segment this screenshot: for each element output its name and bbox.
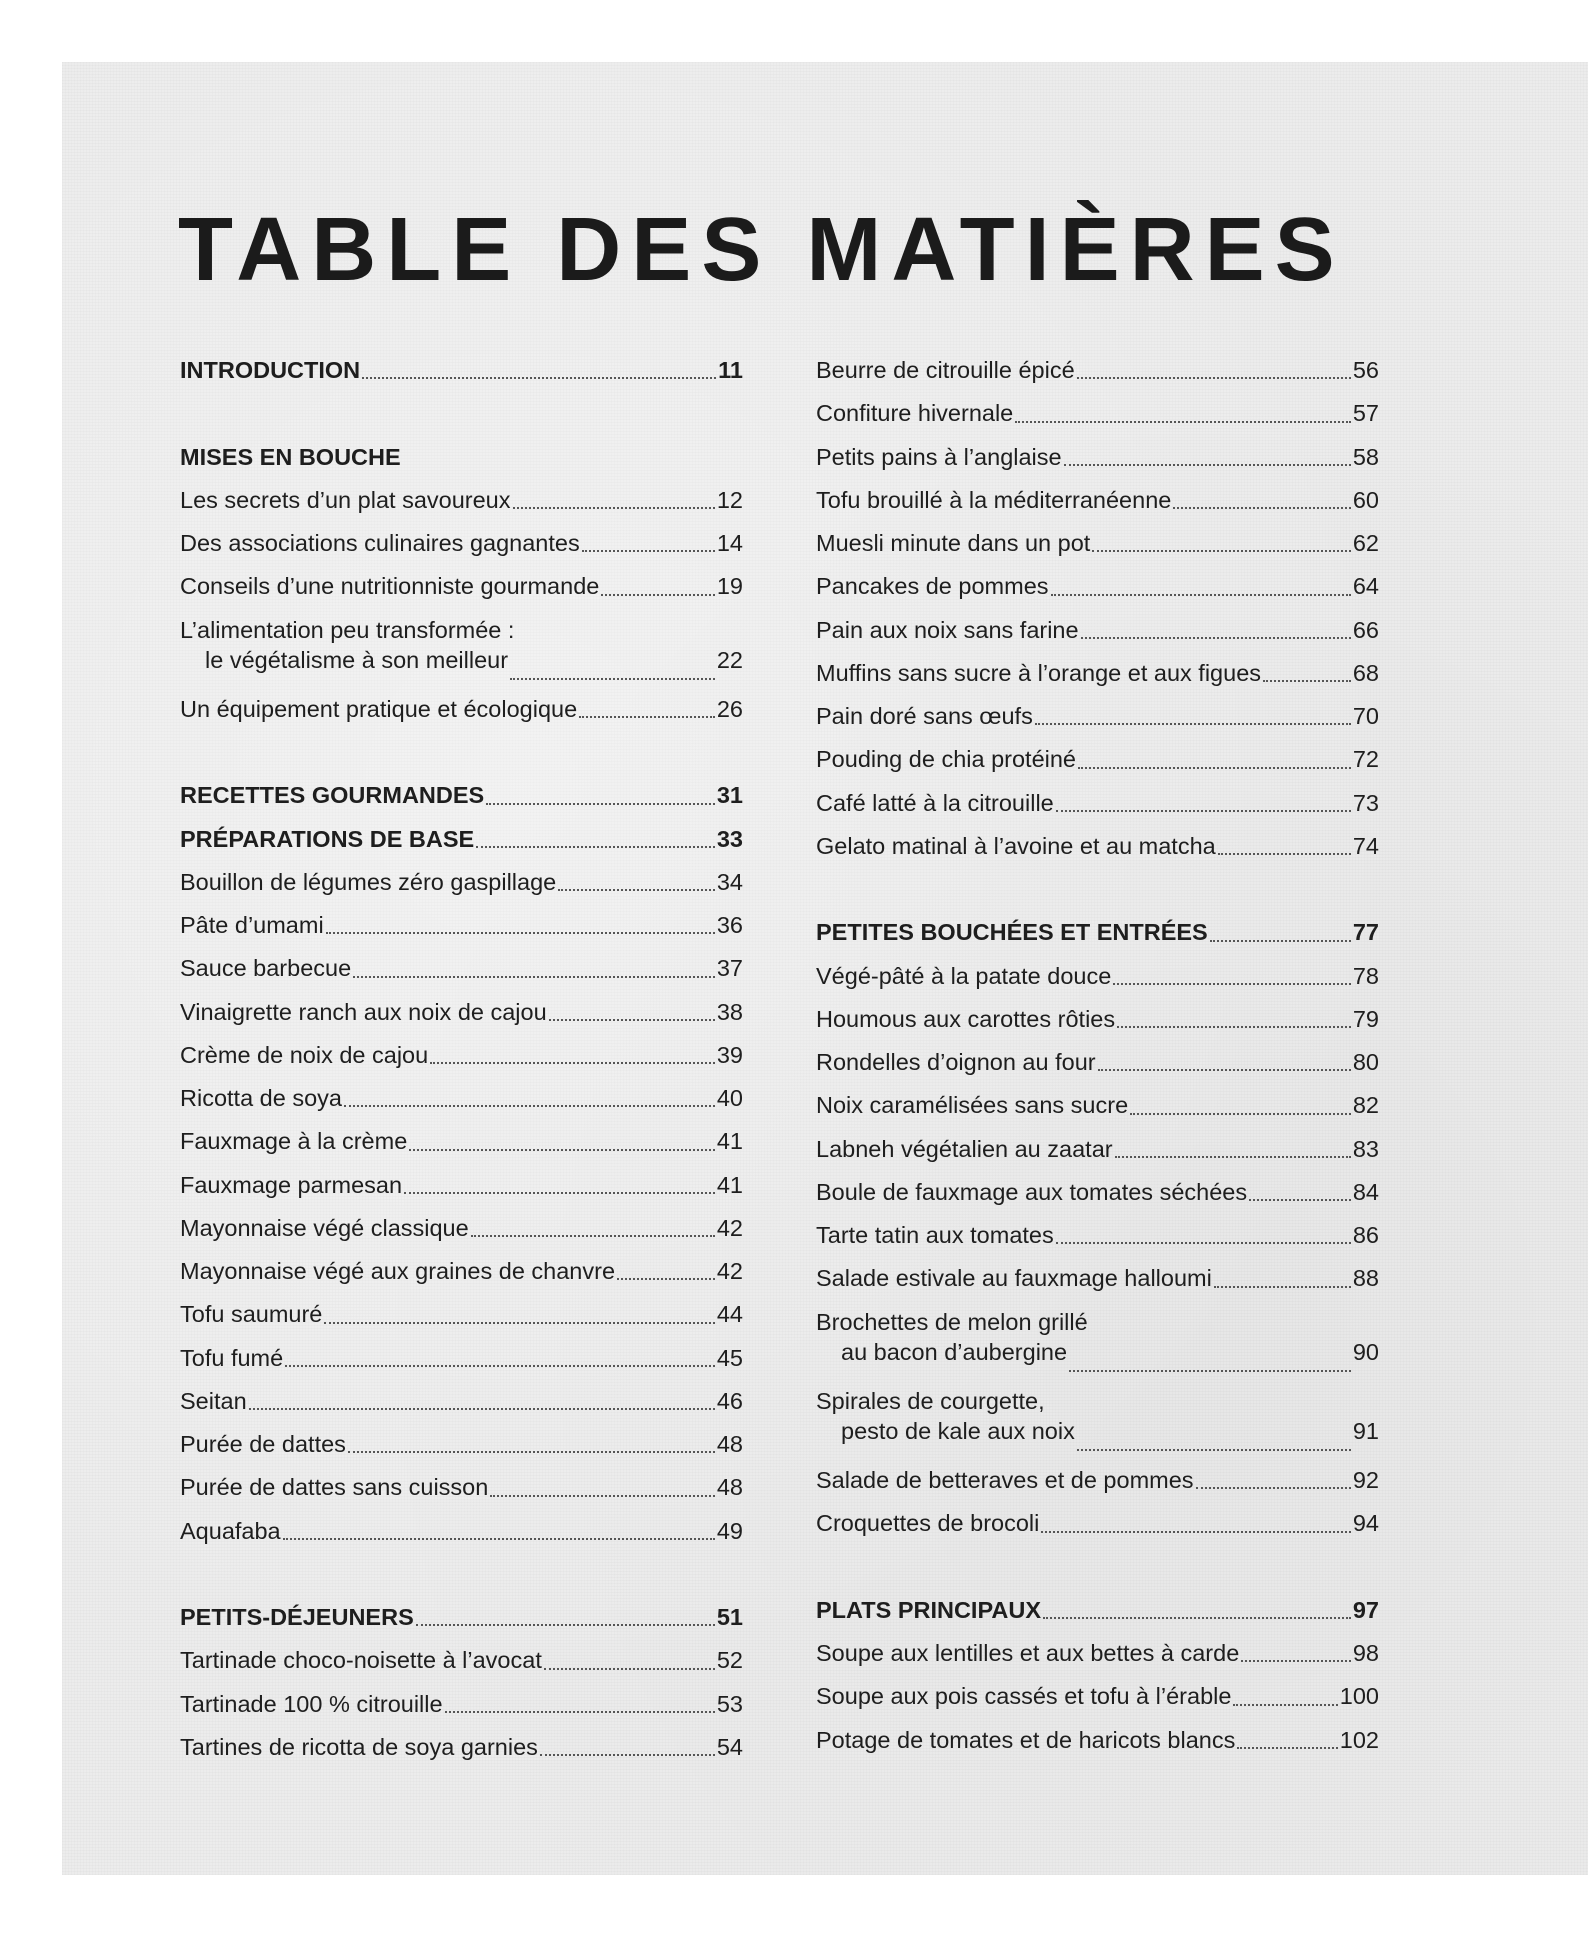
- dot-leader: [1069, 1370, 1351, 1372]
- toc-entry-label: Mayonnaise végé classique: [180, 1214, 469, 1241]
- toc-entry[interactable]: [180, 1466, 743, 1509]
- toc-page-number: 102: [1339, 1726, 1379, 1753]
- dot-leader: [1056, 1242, 1351, 1244]
- toc-page-number: 54: [716, 1733, 743, 1760]
- toc-page-number: 73: [1352, 789, 1379, 816]
- toc-page-number: 92: [1352, 1467, 1379, 1493]
- dot-leader: [1241, 1660, 1351, 1662]
- toc-page-number: 53: [716, 1690, 743, 1717]
- toc-entry-label: Rondelles d’oignon au four: [816, 1049, 1096, 1075]
- page-title: TABLE DES MATIÈRES: [178, 200, 1345, 300]
- toc-entry-label: Des associations culinaires gagnantes: [180, 530, 580, 556]
- toc-page-number: 48: [716, 1431, 743, 1457]
- toc-page-number: 40: [716, 1085, 743, 1111]
- dot-leader: [326, 932, 715, 934]
- dot-leader: [344, 1105, 715, 1107]
- toc-entry[interactable]: [816, 1171, 1379, 1214]
- toc-entry[interactable]: [816, 955, 1379, 998]
- dot-leader: [1092, 550, 1351, 552]
- section-spacer: [180, 731, 743, 774]
- dot-leader: [285, 1365, 715, 1367]
- toc-entry-label: Conseils d’une nutritionniste gourmande: [180, 573, 600, 600]
- toc-entry-label: RECETTES GOURMANDES: [180, 782, 485, 809]
- dot-leader: [430, 1062, 715, 1064]
- toc-page-number: 88: [1352, 1265, 1379, 1292]
- toc-entry-label: Crème de noix de cajou: [180, 1041, 429, 1068]
- toc-entry[interactable]: [180, 565, 743, 608]
- toc-entry-label: au bacon d’aubergine: [841, 1338, 1068, 1365]
- dot-leader: [1015, 421, 1351, 423]
- toc-entry-label: Café latté à la citrouille: [816, 789, 1054, 816]
- toc-entry[interactable]: [816, 392, 1379, 435]
- dot-leader: [1051, 594, 1351, 596]
- toc-section-heading[interactable]: [180, 436, 743, 479]
- toc-page-number: 62: [1352, 530, 1379, 556]
- toc-page-number: 38: [716, 998, 743, 1025]
- dot-leader: [1041, 1531, 1350, 1533]
- toc-entry[interactable]: [816, 738, 1379, 781]
- toc-entry-label: Confiture hivernale: [816, 400, 1014, 427]
- toc-page-number: 41: [716, 1171, 743, 1198]
- toc-page-number: 45: [716, 1344, 743, 1371]
- toc-entry-label: Purée de dattes sans cuisson: [180, 1474, 489, 1501]
- dot-leader: [582, 550, 715, 552]
- toc-entry[interactable]: [180, 1164, 743, 1207]
- dot-leader: [544, 1668, 715, 1670]
- toc-entry-label: Beurre de citrouille épicé: [816, 357, 1075, 383]
- dot-leader: [1237, 1747, 1337, 1749]
- toc-entry[interactable]: [816, 1632, 1379, 1675]
- toc-page-number: 26: [716, 695, 743, 722]
- dot-leader: [348, 1451, 715, 1453]
- toc-entry-label: pesto de kale aux noix: [841, 1417, 1075, 1444]
- toc-entry-label: Un équipement pratique et écologique: [180, 695, 578, 722]
- toc-entry-label: Houmous aux carottes rôties: [816, 1005, 1116, 1032]
- toc-entry[interactable]: [816, 1214, 1379, 1257]
- dot-leader: [1115, 1156, 1351, 1158]
- toc-entry-label: Pancakes de pommes: [816, 573, 1049, 600]
- toc-section-heading[interactable]: [180, 818, 743, 861]
- toc-entry-label: Tofu fumé: [180, 1344, 284, 1371]
- toc-page-number: 51: [716, 1604, 743, 1630]
- toc-entry-label: Végé-pâté à la patate douce: [816, 962, 1112, 989]
- toc-entry-label: Noix caramélisées sans sucre: [816, 1092, 1129, 1119]
- toc-page-number: 11: [718, 357, 743, 383]
- toc-page-number: 70: [1352, 703, 1379, 729]
- toc-entry[interactable]: [816, 652, 1379, 695]
- toc-page-number: 19: [716, 573, 743, 600]
- toc-entry[interactable]: [816, 609, 1379, 652]
- toc-entry-label: PETITES BOUCHÉES ET ENTRÉES: [816, 919, 1208, 946]
- toc-entry[interactable]: [180, 1250, 743, 1293]
- toc-entry[interactable]: [180, 947, 743, 990]
- dot-leader: [601, 594, 715, 596]
- toc-entry[interactable]: [180, 1207, 743, 1250]
- toc-page-number: 90: [1352, 1338, 1379, 1365]
- dot-leader: [510, 678, 715, 680]
- toc-entry-continuation[interactable]: [816, 1337, 1379, 1380]
- toc-entry-label: Muesli minute dans un pot: [816, 530, 1091, 556]
- toc-page-number: 52: [716, 1647, 743, 1674]
- toc-entry[interactable]: [180, 991, 743, 1034]
- toc-entry-label: Tofu brouillé à la méditerranéenne: [816, 486, 1172, 513]
- dot-leader: [1117, 1026, 1351, 1028]
- toc-page-number: 86: [1352, 1222, 1379, 1248]
- dot-leader: [324, 1322, 714, 1324]
- toc-entry-label: Potage de tomates et de haricots blancs: [816, 1726, 1236, 1753]
- toc-page-number: 98: [1352, 1640, 1379, 1666]
- toc-page-number: 74: [1352, 832, 1379, 859]
- toc-right-column: [816, 349, 1379, 1762]
- toc-entry-label: Tartinade 100 % citrouille: [180, 1690, 443, 1717]
- dot-leader: [445, 1711, 715, 1713]
- toc-section-heading[interactable]: [816, 911, 1379, 954]
- toc-page-number: 84: [1352, 1178, 1379, 1205]
- toc-page-number: 22: [716, 646, 743, 673]
- toc-entry[interactable]: [180, 1423, 743, 1466]
- toc-entry-label: Aquafaba: [180, 1517, 281, 1544]
- toc-entry[interactable]: [180, 1034, 743, 1077]
- toc-entry-label: Fauxmage parmesan: [180, 1171, 403, 1198]
- toc-page-number: 83: [1352, 1135, 1379, 1162]
- toc-entry[interactable]: [180, 1077, 743, 1120]
- toc-entry-label: Pâte d’umami: [180, 912, 324, 938]
- toc-entry-label: Ricotta de soya: [180, 1085, 342, 1111]
- toc-entry-label: Boule de fauxmage aux tomates séchées: [816, 1178, 1248, 1205]
- toc-page-number: 44: [716, 1301, 743, 1328]
- toc-page-number: 36: [716, 912, 743, 938]
- toc-page-number: 77: [1352, 919, 1379, 946]
- dot-leader: [404, 1192, 715, 1194]
- toc-section-heading[interactable]: [816, 1589, 1379, 1632]
- toc-page-number: 42: [716, 1214, 743, 1241]
- toc-page-number: 39: [716, 1041, 743, 1068]
- toc-entry[interactable]: [816, 479, 1379, 522]
- toc-entry[interactable]: [180, 522, 743, 565]
- toc-entry[interactable]: [816, 695, 1379, 738]
- toc-entry-label: L’alimentation peu transformée :: [180, 616, 515, 643]
- toc-page-number: 31: [716, 782, 743, 809]
- toc-entry-label: Bouillon de légumes zéro gaspillage: [180, 868, 557, 895]
- toc-entry-label: Tartinade choco-noisette à l’avocat: [180, 1647, 542, 1674]
- dot-leader: [1214, 1286, 1351, 1288]
- toc-page-number: 33: [716, 825, 743, 852]
- toc-entry[interactable]: [180, 1510, 743, 1553]
- dot-leader: [416, 1624, 715, 1626]
- toc-entry-label: Salade de betteraves et de pommes: [816, 1467, 1194, 1493]
- toc-page-number: 80: [1352, 1049, 1379, 1075]
- toc-page-number: 72: [1352, 746, 1379, 773]
- toc-entry[interactable]: [180, 904, 743, 947]
- dot-leader: [1081, 637, 1351, 639]
- toc-page-number: 58: [1352, 443, 1379, 470]
- toc-entry[interactable]: [180, 1380, 743, 1423]
- toc-page-number: 78: [1352, 962, 1379, 989]
- toc-entry-label: Croquettes de brocoli: [816, 1510, 1040, 1537]
- dot-leader: [1263, 680, 1351, 682]
- dot-leader: [1056, 810, 1351, 812]
- toc-page-number: 41: [716, 1128, 743, 1155]
- toc-entry[interactable]: [180, 1683, 743, 1726]
- toc-entry-label: Gelato matinal à l’avoine et au matcha: [816, 832, 1216, 859]
- dot-leader: [353, 976, 715, 978]
- dot-leader: [1043, 1617, 1351, 1619]
- toc-page-number: 34: [716, 868, 743, 895]
- toc-entry-label: Soupe aux lentilles et aux bettes à carde: [816, 1640, 1240, 1666]
- dot-leader: [1098, 1069, 1351, 1071]
- toc-entry-label: Pain aux noix sans farine: [816, 616, 1079, 643]
- toc-entry-continuation[interactable]: [816, 1416, 1379, 1459]
- toc-entry-label: Les secrets d’un plat savoureux: [180, 486, 511, 513]
- toc-entry-continuation[interactable]: [180, 645, 743, 688]
- dot-leader: [549, 1019, 715, 1021]
- toc-entry-label: Salade estivale au fauxmage halloumi: [816, 1265, 1212, 1292]
- section-spacer: [180, 1553, 743, 1596]
- toc-page-number: 79: [1352, 1005, 1379, 1032]
- dot-leader: [1077, 377, 1351, 379]
- toc-entry[interactable]: [816, 1675, 1379, 1718]
- toc-entry-label: le végétalisme à son meilleur: [205, 646, 509, 673]
- toc-entry[interactable]: [816, 436, 1379, 479]
- dot-leader: [1064, 464, 1351, 466]
- toc-entry[interactable]: [816, 825, 1379, 868]
- toc-page-number: 82: [1352, 1092, 1379, 1119]
- dot-leader: [540, 1754, 715, 1756]
- toc-entry[interactable]: [816, 1084, 1379, 1127]
- toc-entry-label: PETITS-DÉJEUNERS: [180, 1604, 414, 1630]
- toc-entry[interactable]: [816, 349, 1379, 392]
- toc-section-heading[interactable]: [180, 349, 743, 392]
- toc-entry-label: Spirales de courgette,: [816, 1387, 1045, 1414]
- dot-leader: [362, 377, 716, 379]
- toc-entry-label: Sauce barbecue: [180, 955, 352, 982]
- toc-entry-label: Tartines de ricotta de soya garnies: [180, 1733, 538, 1760]
- toc-page-number: 94: [1352, 1510, 1379, 1537]
- toc-page-number: 68: [1352, 659, 1379, 686]
- toc-entry[interactable]: [180, 1639, 743, 1682]
- toc-page-number: 42: [716, 1258, 743, 1284]
- dot-leader: [558, 889, 715, 891]
- toc-entry[interactable]: [816, 1459, 1379, 1502]
- toc-entry-label: Petits pains à l’anglaise: [816, 443, 1062, 470]
- toc-section-heading[interactable]: [180, 774, 743, 817]
- toc-page-number: 91: [1352, 1417, 1379, 1444]
- toc-page-number: 12: [716, 486, 743, 513]
- toc-page-number: 49: [716, 1517, 743, 1544]
- section-spacer: [816, 868, 1379, 911]
- dot-leader: [409, 1149, 715, 1151]
- toc-entry-label: Tofu saumuré: [180, 1301, 323, 1328]
- toc-entry-first-line[interactable]: [180, 609, 743, 645]
- dot-leader: [1078, 767, 1351, 769]
- dot-leader: [1249, 1199, 1351, 1201]
- dot-leader: [513, 507, 715, 509]
- toc-entry[interactable]: [816, 1502, 1379, 1545]
- toc-entry-first-line[interactable]: [816, 1380, 1379, 1416]
- dot-leader: [1218, 853, 1351, 855]
- dot-leader: [283, 1538, 715, 1540]
- toc-entry[interactable]: [180, 1726, 743, 1769]
- toc-entry[interactable]: [816, 998, 1379, 1041]
- dot-leader: [1233, 1704, 1337, 1706]
- dot-leader: [1077, 1449, 1351, 1451]
- toc-entry[interactable]: [816, 1719, 1379, 1762]
- toc-left-column: [180, 349, 743, 1769]
- toc-entry-label: Pouding de chia protéiné: [816, 746, 1077, 773]
- toc-page-number: 64: [1352, 573, 1379, 600]
- toc-page-number: 57: [1352, 400, 1379, 427]
- section-spacer: [180, 392, 743, 435]
- toc-page-number: 37: [716, 955, 743, 982]
- toc-page-number: 60: [1352, 486, 1379, 513]
- toc-entry[interactable]: [180, 1337, 743, 1380]
- toc-section-heading[interactable]: [180, 1596, 743, 1639]
- toc-entry[interactable]: [180, 1293, 743, 1336]
- toc-entry-label: Tarte tatin aux tomates: [816, 1222, 1054, 1248]
- dot-leader: [1113, 983, 1351, 985]
- toc-entry[interactable]: [180, 861, 743, 904]
- toc-page-number: 14: [716, 530, 743, 556]
- toc-page-number: 100: [1339, 1683, 1379, 1710]
- toc-entry-label: Soupe aux pois cassés et tofu à l’érable: [816, 1683, 1232, 1710]
- toc-entry-label: Purée de dattes: [180, 1431, 346, 1457]
- toc-entry[interactable]: [816, 1128, 1379, 1171]
- toc-entry-label: Vinaigrette ranch aux noix de cajou: [180, 998, 547, 1025]
- toc-entry-label: Seitan: [180, 1387, 247, 1414]
- dot-leader: [471, 1235, 715, 1237]
- toc-entry[interactable]: [816, 1257, 1379, 1300]
- toc-entry[interactable]: [816, 1041, 1379, 1084]
- toc-entry-label: Fauxmage à la crème: [180, 1128, 408, 1155]
- toc-entry-label: MISES EN BOUCHE: [180, 443, 401, 470]
- toc-entry-label: Mayonnaise végé aux graines de chanvre: [180, 1258, 616, 1284]
- dot-leader: [1210, 940, 1351, 942]
- dot-leader: [1173, 507, 1351, 509]
- dot-leader: [486, 803, 715, 805]
- toc-page-number: 48: [716, 1474, 743, 1501]
- toc-entry-label: PLATS PRINCIPAUX: [816, 1596, 1042, 1623]
- toc-page-number: 46: [716, 1387, 743, 1414]
- dot-leader: [1130, 1113, 1351, 1115]
- dot-leader: [579, 716, 715, 718]
- toc-entry[interactable]: [816, 522, 1379, 565]
- section-spacer: [816, 1546, 1379, 1589]
- toc-page-number: 56: [1352, 357, 1379, 383]
- dot-leader: [617, 1278, 715, 1280]
- toc-page-number: 97: [1352, 1596, 1379, 1623]
- toc-entry[interactable]: [180, 688, 743, 731]
- toc-entry-label: Labneh végétalien au zaatar: [816, 1135, 1113, 1162]
- toc-entry-label: Muffins sans sucre à l’orange et aux figues: [816, 659, 1262, 686]
- toc-page-number: 66: [1352, 616, 1379, 643]
- dot-leader: [249, 1408, 715, 1410]
- toc-entry-label: PRÉPARATIONS DE BASE: [180, 825, 475, 852]
- dot-leader: [490, 1495, 715, 1497]
- toc-entry[interactable]: [816, 782, 1379, 825]
- toc-entry[interactable]: [816, 565, 1379, 608]
- toc-entry[interactable]: [180, 479, 743, 522]
- toc-entry-label: INTRODUCTION: [180, 357, 361, 383]
- dot-leader: [1035, 723, 1351, 725]
- toc-entry-label: Pain doré sans œufs: [816, 703, 1033, 729]
- toc-entry-label: Brochettes de melon grillé: [816, 1308, 1088, 1335]
- toc-entry-first-line[interactable]: [816, 1301, 1379, 1337]
- dot-leader: [1196, 1487, 1351, 1489]
- dot-leader: [476, 846, 715, 848]
- toc-entry[interactable]: [180, 1120, 743, 1163]
